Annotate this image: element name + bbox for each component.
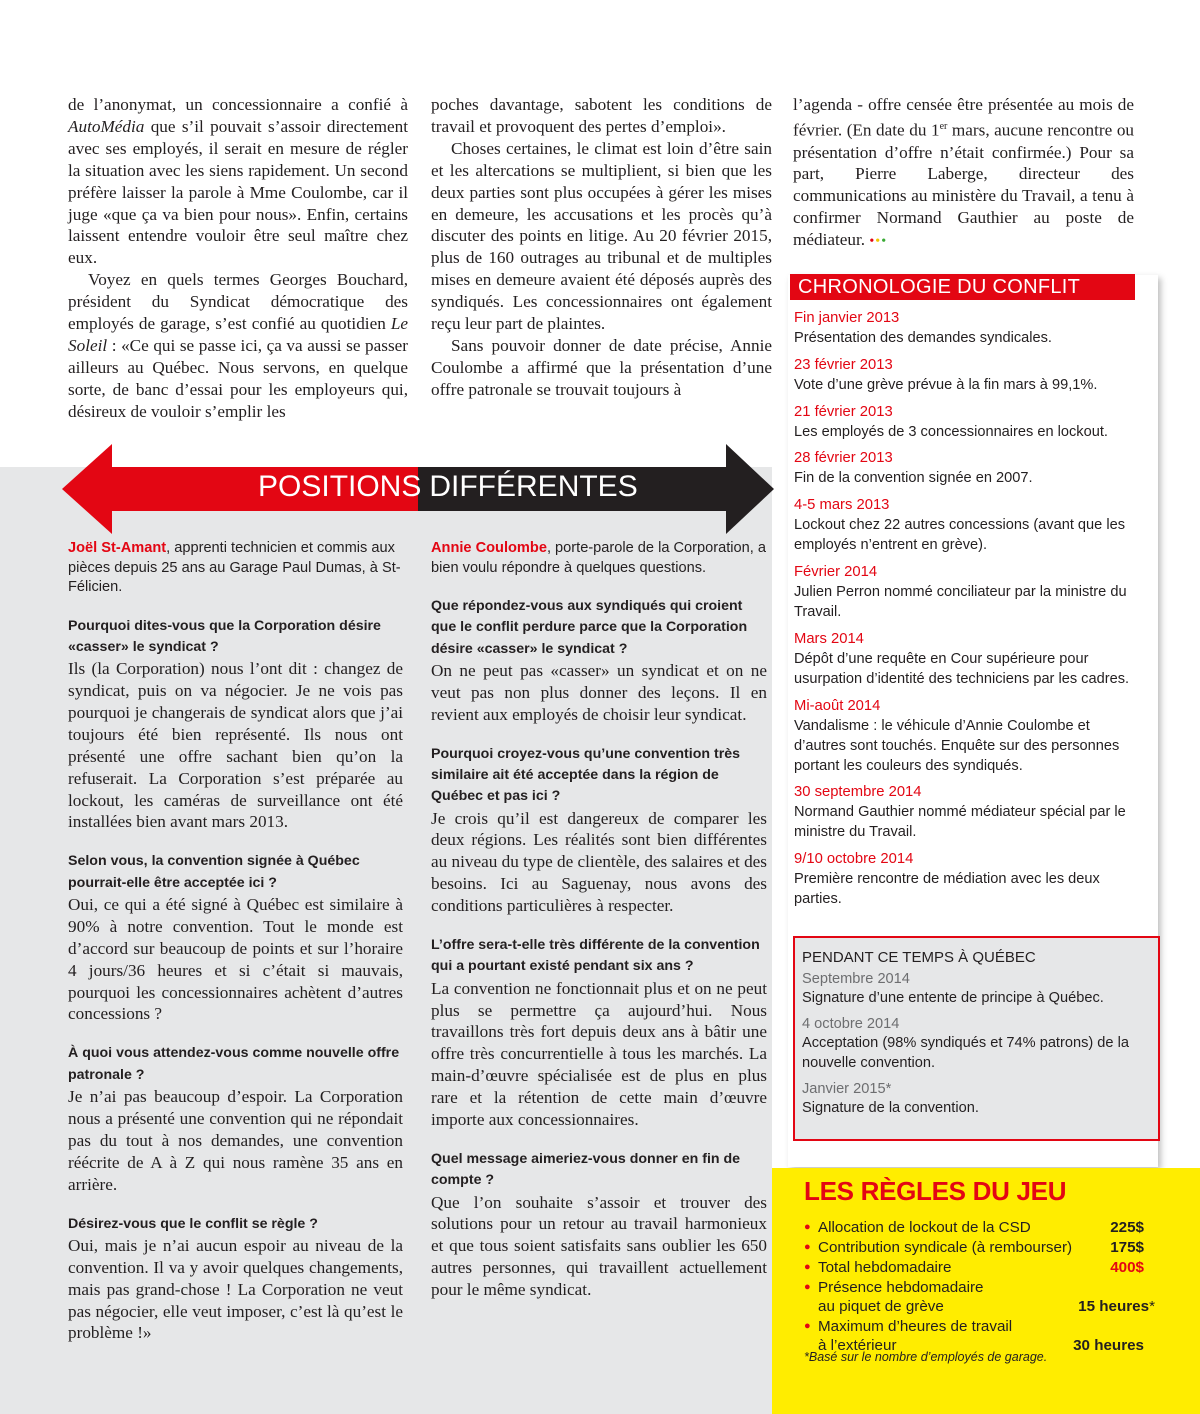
chronology-item	[794, 355, 1144, 395]
rule-label: Maximum d’heures de travail	[818, 1318, 1013, 1335]
chronology-item	[794, 562, 1144, 622]
event-date: Février 2014	[794, 563, 878, 580]
bullet-icon: ●	[804, 1281, 811, 1293]
answer: On ne peut pas «casser» un syndicat et on ne veut pas non plus donner des leçons. Il en revient aux employés de choisir leur syndicat.	[431, 660, 767, 724]
event-text: Signature d’une entente de principe à Québec.	[802, 990, 1104, 1007]
answer: Oui, ce qui a été signé à Québec est similaire à 90% à notre convention. Tout le monde est d’accord sur beaucoup de points et sur l’horaire 4 jours/36 heures et si c’était si mauvais, pourquoi les concessionnaires achètent d’autres concessions ?	[68, 894, 403, 1024]
rules-title: LES RÈGLES DU JEU	[804, 1176, 1067, 1206]
event-date: 30 septembre 2014	[794, 784, 922, 801]
bullet-icon: ●	[804, 1221, 811, 1233]
event-text: Lockout chez 22 autres concessions (avant que les employés n’entrent en grève).	[794, 517, 1125, 554]
rules-box	[772, 1168, 1200, 1414]
answer: Ils (la Corporation) nous l’ont dit : changez de syndicat, puis on va négocier. Je ne vois pas pourquoi je changerais de syndicat alors que j’ai toujours été bien représenté. Ils nous ont présenté une offre sachant bien qu’on la refuserait. La Corporation s’est préparée au lockout, les caméras de surveillance ont été installées bien avant mars 2013.	[68, 659, 403, 832]
interviewee-name: Annie Coulombe	[431, 540, 547, 556]
interviewee-name: Joël St-Amant	[68, 540, 167, 556]
event-date: 9/10 octobre 2014	[794, 851, 914, 868]
event-date: Septembre 2014	[802, 970, 910, 987]
positions-title-part1: POSITIONS	[258, 470, 422, 503]
rules-footnote: *Basé sur le nombre d’employés de garage.	[804, 1350, 1048, 1364]
event-date: Mars 2014	[794, 630, 864, 647]
positions-title-part2: DIFFÉRENTES	[429, 470, 638, 503]
chronology-title: CHRONOLOGIE DU CONFLIT	[790, 274, 1135, 300]
bullet-icon: ●	[804, 1261, 811, 1273]
question: L’offre sera-t-elle très différente de la convention qui a pourtant existé pendant six ans ?	[431, 937, 760, 975]
rule-label: au piquet de grève	[818, 1298, 944, 1315]
rule-value: 175$	[1110, 1239, 1144, 1256]
event-text: Acceptation (98% syndiqués et 74% patrons) de la nouvelle convention.	[802, 1035, 1129, 1071]
event-text: Vote d’une grève prévue à la fin mars à 99,1%.	[794, 376, 1098, 393]
paragraph: Sans pouvoir donner de date précise, Annie Coulombe a affirmé que la présentation d’une offre patronale se trouvait toujours à	[431, 335, 772, 399]
event-date: Janvier 2015*	[802, 1080, 892, 1097]
rule-label: à l’extérieur	[818, 1337, 897, 1354]
quebec-sidebar	[793, 936, 1160, 1141]
article-column-2	[431, 94, 772, 401]
rule-value: 225$	[1110, 1219, 1144, 1236]
event-date: Mi-août 2014	[794, 697, 881, 714]
event-text: Vandalisme : le véhicule d’Annie Coulombe et d’autres sont touchés. Enquête sur des personnes portant les couleurs des syndiqués.	[794, 717, 1120, 774]
event-text: Présentation des demandes syndicales.	[794, 330, 1052, 346]
answer: La convention ne fonctionnait plus et on ne peut plus se permettre ça aujourd’hui. Nous travaillons très fort depuis deux ans à bâtir une offre très concurrentielle à tous les marchés. La main-d’œuvre spécialisée est de plus en plus rare et la rétention de cette main d’œuvre importe aux concessionnaires.	[431, 978, 767, 1130]
chronology-item	[794, 495, 1144, 555]
question: Pourquoi croyez-vous qu’une convention très similaire ait été acceptée dans la région de Québec et pas ici ?	[431, 745, 741, 805]
event-text: Fin de la convention signée en 2007.	[794, 470, 1033, 487]
interview-intro: Annie Coulombe, porte-parole de la Corporation, a bien voulu répondre à quelques questions.	[431, 540, 766, 576]
interview-coulombe	[431, 539, 767, 1301]
answer: Je n’ai pas beaucoup d’espoir. La Corporation nous a présenté une convention qui ne répondait pas du tout à nos demandes, une convention réécrite de A à Z qui nous ramène 35 ans en arrière.	[68, 1086, 403, 1194]
rule-label: Contribution syndicale (à rembourser)	[818, 1239, 1073, 1256]
positions-title	[258, 468, 638, 508]
chronology-item	[794, 849, 1144, 909]
answer: Que l’on souhaite s’assoir et trouver des solutions pour un retour au travail harmonieux et que tous soient satisfaits sans oublier les 650 autres personnes, qui travaillent actuellement pour le même syndicat.	[431, 1192, 767, 1300]
chronology-item	[794, 629, 1144, 689]
chronology-item	[794, 308, 1144, 348]
event-text: Dépôt d’une requête en Cour supérieure pour usurpation d’identité des techniciens par les cadres.	[794, 650, 1130, 687]
question: Selon vous, la convention signée à Québec pourrait-elle être acceptée ici ?	[68, 853, 360, 891]
article-column-3	[793, 94, 1134, 253]
event-text: Julien Perron nommé conciliateur par la ministre du Travail.	[794, 583, 1127, 620]
rule-value: 15 heures*	[1078, 1298, 1155, 1315]
event-text: Signature de la convention.	[802, 1100, 979, 1117]
question: Que répondez-vous aux syndiqués qui croient que le conflit perdure parce que la Corporation désire «casser» le syndicat ?	[431, 598, 748, 657]
answer: Oui, mais je n’ai aucun espoir au niveau de la convention. Il va y avoir quelques changements, mais pas grand-chose ! La Corporation ne veut pas négocier, elle veut imposer, c’est là qu’est le problème !»	[68, 1235, 403, 1343]
interview-st-amant	[68, 539, 403, 1344]
question: Désirez-vous que le conflit se règle ?	[68, 1215, 318, 1232]
bullet-icon: ●	[804, 1241, 811, 1253]
chronology-item	[794, 696, 1144, 776]
rule-label: Allocation de lockout de la CSD	[818, 1219, 1031, 1236]
rule-item	[804, 1238, 1144, 1258]
event-date: 4 octobre 2014	[802, 1015, 900, 1032]
article-column-1	[68, 94, 408, 423]
rule-item	[804, 1278, 1155, 1318]
quebec-title: PENDANT CE TEMPS À QUÉBEC	[802, 949, 1036, 966]
paragraph: de l’anonymat, un concessionnaire a confié à AutoMédia que s’il pouvait s’assoir directement avec ses employés, il serait en mesure de régler la situation avec les siens rapidement. Un second préfère laisser la parole à Mme Coulombe, car il juge «que ça va bien pour nous». Enfin, certains laissent entendre vouloir être seul maître chez eux.	[68, 95, 408, 268]
rule-item	[804, 1218, 1144, 1238]
chronology-item	[794, 782, 1144, 842]
event-date: 28 février 2013	[794, 450, 893, 467]
interview-intro: Joël St-Amant, apprenti technicien et commis aux pièces depuis 25 ans au Garage Paul Dumas, à St-Félicien.	[68, 540, 401, 595]
chronology-item	[794, 448, 1144, 488]
chronology-item	[794, 402, 1144, 442]
answer: Je crois qu’il est dangereux de comparer les deux régions. Les réalités sont bien différentes au niveau du type de clientèle, des salaires et des besoins. Ici au Saguenay, nous avons des conditions particulières à respecter.	[431, 808, 767, 916]
question: À quoi vous attendez-vous comme nouvelle offre patronale ?	[68, 1045, 400, 1083]
event-date: 23 février 2013	[794, 356, 893, 373]
paragraph: Choses certaines, le climat est loin d’être sain et les altercations se multiplient, si bien que les deux parties sont plus occupées à gérer les mises en demeure, les accusations et les procès qu’à discuter des points en litige. Au 20 février 2015, plus de 160 outrages au tribunal et de multiples mises en demeure avaient été déposés auprès des syndiqués. Les concessionnaires ont également reçu leur part de plaintes.	[431, 138, 772, 334]
end-of-article-dots: •••	[869, 234, 888, 250]
question: Quel message aimeriez-vous donner en fin de compte ?	[431, 1150, 741, 1189]
paragraph: Voyez en quels termes Georges Bouchard, président du Syndicat démocratique des employés de garage, s’est confié au quotidien Le Soleil : «Ce qui se passe ici, ça va aussi se passer ailleurs au Québec. Nous servons, en quelque sorte, de banc d’essai pour les employeurs qui, désireux de vouloir s’emplir les	[68, 270, 408, 421]
paragraph: l’agenda - offre censée être présentée au mois de février. (En date du 1er mars, aucune rencontre ou présentation d’offre n’était confirmée.) Pour sa part, Pierre Laberge, directeur des communications au ministère du Travail, a tenu à confirmer Normand Gauthier au poste de médiateur. •••	[793, 95, 1135, 250]
event-text: Normand Gauthier nommé médiateur spécial par le ministre du Travail.	[794, 804, 1126, 841]
rule-label: Total hebdomadaire	[818, 1259, 952, 1276]
chronology-list	[794, 308, 1144, 916]
paragraph: poches davantage, sabotent les conditions de travail et provoquent des pertes d’emploi».	[431, 95, 772, 136]
event-date: 4-5 mars 2013	[794, 497, 890, 514]
event-date: 21 février 2013	[794, 403, 893, 420]
bullet-icon: ●	[804, 1320, 811, 1332]
question: Pourquoi dites-vous que la Corporation désire «casser» le syndicat ?	[68, 617, 381, 655]
event-text: Première rencontre de médiation avec les deux parties.	[794, 871, 1100, 908]
rule-label: Présence hebdomadaire	[818, 1279, 984, 1296]
rule-item	[804, 1258, 1144, 1278]
rule-value: 30 heures	[1073, 1337, 1144, 1354]
rule-value: 400$	[1110, 1259, 1144, 1276]
event-date: Fin janvier 2013	[794, 310, 900, 326]
event-text: Les employés de 3 concessionnaires en lockout.	[794, 423, 1108, 440]
